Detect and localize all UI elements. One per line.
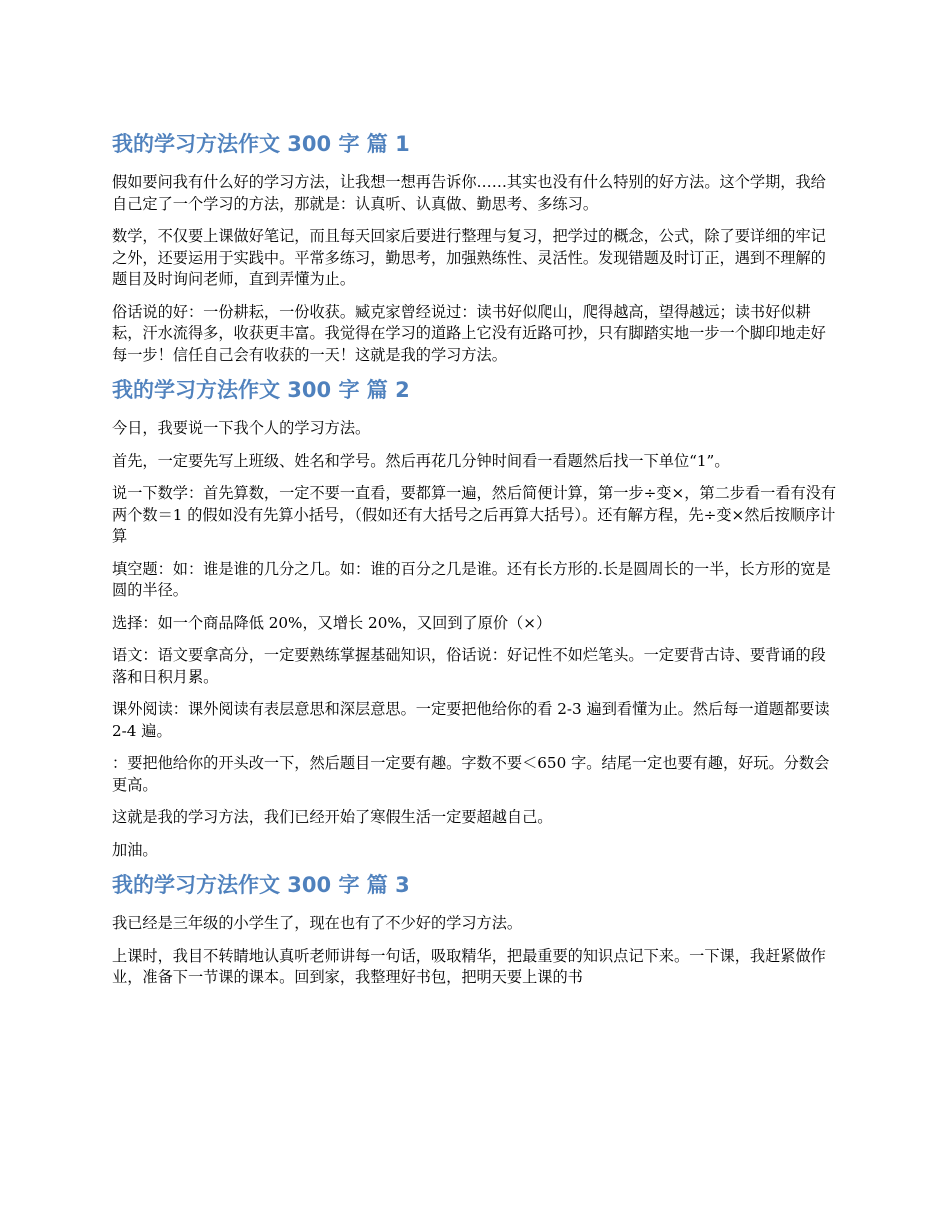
section-title-1: 我的学习方法作文 300 字 篇 1 <box>112 132 410 156</box>
paragraph: 首先，一定要先写上班级、姓名和学号。然后再花几分钟时间看一看题然后找一下单位“1”。 <box>112 451 730 470</box>
paragraph: 填空题：如：谁是谁的几分之几。如：谁的百分之几是谁。还有长方形的.长是圆周长的一半，长方形的宽是圆的半径。 <box>112 559 831 599</box>
paragraph: 上课时，我目不转睛地认真听老师讲每一句话，吸取精华，把最重要的知识点记下来。一下课，我赶紧做作业，准备下一节课的课本。回到家，我整理好书包，把明天要上课的书 <box>112 946 826 986</box>
paragraph: 今日，我要说一下我个人的学习方法。 <box>112 419 371 437</box>
section-title-2: 我的学习方法作文 300 字 篇 2 <box>112 378 410 402</box>
paragraph: 假如要问我有什么好的学习方法，让我想一想再告诉你……其实也没有什么特别的好方法。这个学期，我给自己定了一个学习的方法，那就是：认真听、认真做、勤思考、多练习。 <box>112 173 826 213</box>
document-page <box>112 126 840 989</box>
paragraph: 俗话说的好：一份耕耘，一份收获。臧克家曾经说过：读书好似爬山，爬得越高，望得越远；读书好似耕耘，汗水流得多，收获更丰富。我觉得在学习的道路上它没有近路可抄，只有脚踏实地一步一个脚印地走好每一步！信任自己会有收获的一天！这就是我的学习方法。 <box>112 302 826 364</box>
paragraph: 这就是我的学习方法，我们已经开始了寒假生活一定要超越自己。 <box>112 808 553 826</box>
paragraph: 课外阅读：课外阅读有表层意思和深层意思。一定要把他给你的看 2-3 遍到看懂为止。然后每一道题都要读 2-4 遍。 <box>112 700 830 740</box>
paragraph: 语文：语文要拿高分，一定要熟练掌握基础知识，俗话说：好记性不如烂笔头。一定要背古诗、要背诵的段落和日积月累。 <box>112 646 826 686</box>
paragraph: 我已经是三年级的小学生了，现在也有了不少好的学习方法。 <box>112 914 523 932</box>
paragraph: ：要把他给你的开头改一下，然后题目一定要有趣。字数不要＜650 字。结尾一定也要有趣，好玩。分数会更高。 <box>112 754 830 794</box>
paragraph: 说一下数学：首先算数，一定不要一直看，要都算一遍，然后简便计算，第一步÷变×，第二步看一看有没有两个数＝1 的假如没有先算小括号，（假如还有大括号之后再算大括号）。还有解方程，先÷变×然后按顺序计算 <box>112 484 837 545</box>
section-title-3: 我的学习方法作文 300 字 篇 3 <box>112 873 410 897</box>
paragraph: 数学，不仅要上课做好笔记，而且每天回家后要进行整理与复习，把学过的概念，公式，除了要详细的牢记之外，还要运用于实践中。平常多练习，勤思考，加强熟练性、灵活性。发现错题及时订正，遇到不理解的题目及时询问老师，直到弄懂为止。 <box>112 227 826 288</box>
paragraph: 加油。 <box>112 840 158 859</box>
paragraph: 选择：如一个商品降低 20%，又增长 20%，又回到了原价（×） <box>112 613 552 632</box>
